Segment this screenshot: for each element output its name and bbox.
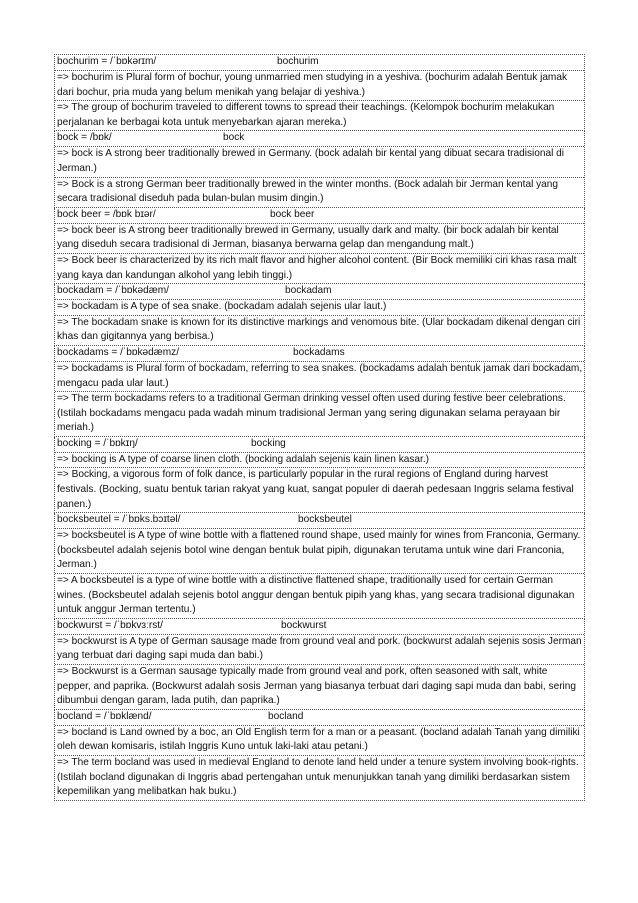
definition: => bocksbeutel is A type of wine bottle with a flattened round shape, used mainly for wines from Franconia, Germany. (bocksbeutel adalah sejenis botol wine dengan bentuk bulat pipih, digunakan terutama untuk wine dari Franconia, Jerman.) bbox=[57, 530, 581, 571]
dictionary-entry bbox=[54, 208, 585, 284]
pronunciation: bochurim = /ˈbɒkərɪm/ bbox=[57, 56, 157, 67]
dictionary-entry bbox=[54, 131, 585, 207]
pronunciation: bocland = /ˈbɒklænd/ bbox=[57, 710, 152, 722]
pronunciation: bock = /bɒk/ bbox=[57, 132, 112, 144]
dictionary-entry bbox=[54, 710, 585, 801]
entry-header bbox=[55, 513, 584, 529]
dictionary-entry bbox=[54, 513, 585, 619]
headword: bocking bbox=[251, 437, 286, 449]
pronunciation: bocking = /ˈbɒkɪŋ/ bbox=[57, 437, 138, 449]
headword: bocksbeutel bbox=[298, 514, 352, 526]
entry-header bbox=[55, 619, 584, 635]
pronunciation: bockadams = /ˈbɒkədæmz/ bbox=[57, 346, 180, 358]
entry-header bbox=[55, 346, 584, 362]
example-sentence: => The group of bochurim traveled to different towns to spread their teachings. (Kelompok bochurim melakukan perjalanan ke berbagai kota untuk menyebarkan ajaran mereka.) bbox=[55, 100, 584, 130]
headword: bockwurst bbox=[281, 619, 327, 631]
dictionary-entry bbox=[54, 437, 585, 513]
definition: => bock is A strong beer traditionally brewed in Germany. (bock adalah bir kental yang dibuat secara tradisional di Jerman.) bbox=[57, 148, 565, 174]
example-sentence: => Bocking, a vigorous form of folk dance, is particularly popular in the rural regions of England during harvest festivals. (Bocking, suatu bentuk tarian rakyat yang kuat, sangat populer di daerah pedesaan Inggris selama festival panen.) bbox=[55, 467, 584, 512]
example-sentence: => Bock is a strong German beer traditionally brewed in the winter months. (Bock adalah bir Jerman kental yang secara tradisional diseduh pada bulan-bulan musim dingin.) bbox=[55, 177, 584, 207]
dictionary-page bbox=[54, 54, 585, 801]
example-sentence: => A bocksbeutel is a type of wine bottle with a distinctive flattened shape, traditionally used for certain German wines. (Bocksbeutel adalah sejenis botol anggur dengan bentuk pipih yang khas, yang secara tradisional digunakan untuk anggur Jerman tertentu.) bbox=[55, 573, 584, 618]
definition: => bockadam is A type of sea snake. (bockadam adalah sejenis ular laut.) bbox=[57, 301, 387, 313]
definition: => bochurim is Plural form of bochur, young unmarried men studying in a yeshiva. (bochurim adalah Bentuk jamak dari bochur, pria muda yang belum menikah yang belajar di yeshiva.) bbox=[57, 72, 567, 98]
pronunciation: bockadam = /ˈbɒkədæm/ bbox=[57, 285, 169, 297]
definition: => bocland is Land owned by a boc, an Old English term for a man or a peasant. (bocland adalah Tanah yang dimiliki oleh dewan komisaris, istilah Inggris Kuno untuk laki-laki atau petani.) bbox=[57, 726, 580, 753]
headword: bocland bbox=[268, 710, 304, 722]
entry-header bbox=[55, 710, 584, 726]
pronunciation: bock beer = /bɒk bɪər/ bbox=[57, 208, 156, 220]
example-sentence: => The term bockadams refers to a traditional German drinking vessel often used during festive beer celebrations. (Istilah bockadams mengacu pada wadah minum tradisional Jerman yang sering digunakan selama perayaan bir meriah.) bbox=[55, 391, 584, 436]
pronunciation: bocksbeutel = /ˈbɒks.bɔɪtəl/ bbox=[57, 514, 181, 526]
dictionary-entry bbox=[54, 346, 585, 437]
dictionary-entry bbox=[54, 619, 585, 710]
headword: bockadams bbox=[293, 346, 345, 358]
entry-header bbox=[55, 284, 584, 300]
example-sentence: => The term bocland was used in medieval England to denote land held under a tenure system involving book-rights. (Istilah bocland digunakan di Inggris abad pertengahan untuk menunjukkan tanah yang dimiliki berdasarkan sistem kepemilikan yang melibatkan hak buku.) bbox=[55, 755, 584, 800]
dictionary-entry bbox=[54, 284, 585, 346]
example-sentence: => Bockwurst is a German sausage typically made from ground veal and pork, often seasoned with salt, white pepper, and paprika. (Bockwurst adalah sosis Jerman yang biasanya terbuat dari daging sapi muda dan babi, sering dibumbui dengan garam, lada putih, dan paprika.) bbox=[55, 664, 584, 709]
definition: => bockadams is Plural form of bockadam, referring to sea snakes. (bockadams adalah bentuk jamak dari bockadam, mengacu pada ular laut.) bbox=[57, 362, 583, 389]
entry-header bbox=[55, 208, 584, 224]
headword: bock beer bbox=[270, 208, 315, 220]
pronunciation: bockwurst = /ˈbɒkvɜːrst/ bbox=[57, 619, 163, 631]
entry-header bbox=[55, 437, 584, 453]
definition: => bock beer is A strong beer traditionally brewed in Germany, usually dark and malty. (bir bock adalah bir kental yang diseduh secara tradisional di Jerman, biasanya berwarna gelap dan mengandung malt.) bbox=[57, 224, 559, 251]
example-sentence: => The bockadam snake is known for its distinctive markings and venomous bite. (Ular bockadam dikenal dengan ciri khas dan gigitannya yang berbisa.) bbox=[55, 315, 584, 345]
headword: bock bbox=[223, 132, 245, 144]
headword: bockadam bbox=[285, 285, 332, 297]
definition: => bocking is A type of coarse linen cloth. (bocking adalah sejenis kain linen kasar.) bbox=[57, 453, 430, 465]
example-sentence: => Bock beer is characterized by its rich malt flavor and higher alcohol content. (Bir Bock memiliki ciri khas rasa malt yang kaya dan kandungan alkohol yang lebih tinggi.) bbox=[55, 253, 584, 283]
entry-header bbox=[55, 131, 584, 147]
headword: bochurim bbox=[277, 56, 319, 67]
definition: => bockwurst is A type of German sausage made from ground veal and pork. (bockwurst adalah sejenis sosis Jerman yang terbuat dari daging sapi muda dan babi.) bbox=[57, 635, 582, 662]
dictionary-entry bbox=[54, 54, 585, 131]
entry-header bbox=[55, 55, 584, 71]
